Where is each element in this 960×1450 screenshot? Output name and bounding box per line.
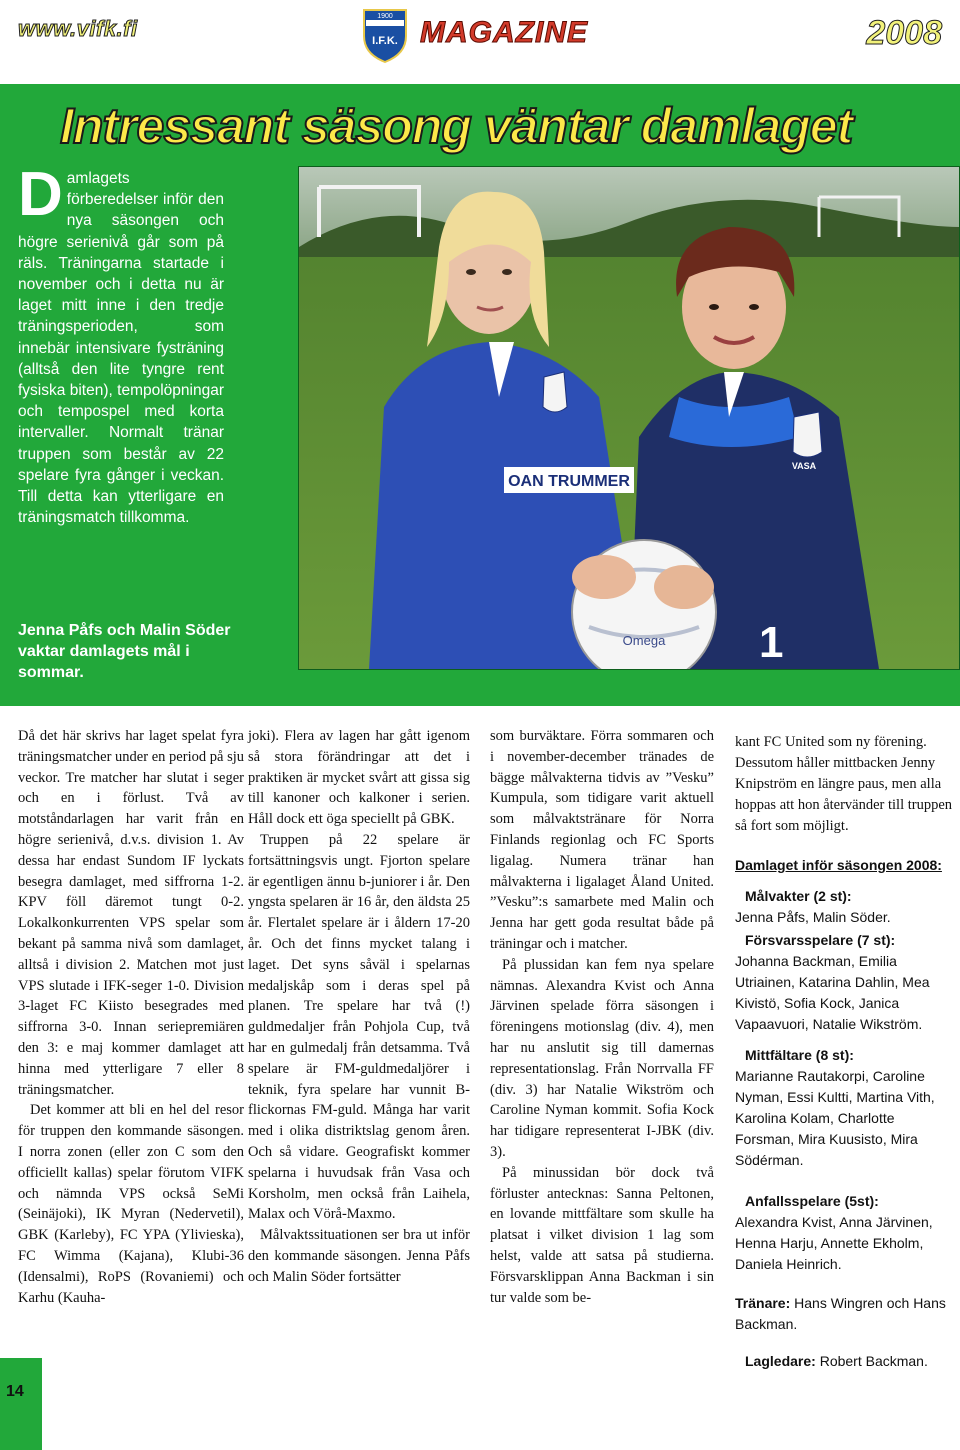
article-column-1 xyxy=(18,726,244,1308)
svg-text:1900: 1900 xyxy=(377,13,393,20)
paragraph: som burväktare. Förra sommaren och i november-december tränades de bägge målvakterna tidvis av ”Vesku” Kumpula, som tidigare varit aktuell som målvaktstränare för Norra Finlands regionlag och FC Sports ligalag. Numera tränar han målvakterna i ligalaget Åland United. ”Vesku”:s samarbete med Malin och Jenna har gett goda resultat både på träningar och i matcher. xyxy=(490,728,714,952)
paragraph: Då det här skrivs har laget spelat fyra träningsmatcher under en period på sju veckor. Tre matcher har slutat i seger och en i förlust. Två av motståndarlagen har varit från en högre serienivå, d.v.s. division 1. Av dessa har endast Sundom IF lyckats besegra damlaget, med siffrorna 1-2. KPV föll däremot tungt 0-2. Lokalkonkurrenten VPS spelar som bekant på samma nivå som damlaget, alltså i division 2. Matchen mot just VPS slutade i IFK-seger 1-0. Division 3-laget FC Kiisto besegrades med siffrorna 3-0. Innan seriepremiären den 3: e maj kommer damlaget att hinna med ytterligare 7 eller 8 träningsmatcher. xyxy=(18,728,244,1098)
paragraph: Målvaktssituationen ser bra ut inför den kommande säsongen. Jenna Påfs och Malin Söder fortsätter xyxy=(248,1227,470,1285)
group-title: Mittfältare (8 st): xyxy=(745,1047,854,1063)
page-header xyxy=(0,0,960,68)
paragraph: På minussidan bör dock två förluster antecknas: Sanna Peltonen, en lovande mittfältare som skulle ha platsat i vilket division 1 lag som helst, valde att satsa på studierna. Försvarsklippan Anna Backman i sin tur valde som be- xyxy=(490,1164,714,1306)
group-title: Försvarsspelare (7 st): xyxy=(745,932,896,948)
group-names: Jenna Påfs, Malin Söder. xyxy=(735,909,891,925)
svg-text:VASA: VASA xyxy=(791,461,817,471)
manager-label: Lagledare: xyxy=(745,1353,816,1369)
squad-group-goalkeepers xyxy=(735,886,957,928)
manager-name: Robert Backman. xyxy=(819,1353,928,1369)
paragraph: Truppen på 22 spelare är fortsättningsvis ungt. Fjorton spelare är egentligen ännu b-juniorer i år. Den yngsta spelaren är 16 år, den äldsta 25 år. Flertalet spelare är i åldern 17-20 år. Och det finns mycket talang i laget. Det syns såväl i spelarnas medaljskåp som i deras spel på planen. Tre spelare har två (!) guldmedaljer från Pohjola Cup, två har en gulmedalj från detsamma. Två spelare är FM-guldmedaljörer i teknik, fyra spelare har vunnit B-flickornas FM-guld. Många har varit med i olika distriktslag genom åren. Och så vidare. Geografiskt kommer spelarna i huvudsak från Vasa och Korsholm, men också från Laihela, Malax och Vörå-Maxmo. xyxy=(248,831,470,1223)
group-names: Alexandra Kvist, Anna Järvinen, Henna Harju, Annette Ekholm, Daniela Heinrich. xyxy=(735,1214,933,1272)
article-column-2 xyxy=(248,726,470,1288)
svg-text:Omega: Omega xyxy=(622,633,666,648)
paragraph: joki). Flera av lagen har gått igenom så stora förändringar att det i praktiken är mycket svårt att gissa sig till kanoner och kalkoner i serien. Håll dock ett öga speciellt på GBK. xyxy=(248,728,470,828)
svg-text:I.F.K.: I.F.K. xyxy=(372,35,398,47)
paragraph: Det kommer att bli en hel del resor för truppen den kommande säsongen. I norra zonen (eller zon C som den officiellt kallas) spelar förutom VIFK och nämnda VPS också SeMi (Seinäjoki), IK Myran (Nedervetil), GBK (Karleby), FC YPA (Ylivieska), FC Wimma (Kajana), Klubi-36 (Idensalmi), RoPS (Rovaniemi) och Karhu (Kauha- xyxy=(18,1102,244,1306)
club-crest-logo xyxy=(356,6,414,64)
group-names: Marianne Rautakorpi, Caroline Nyman, Essi Kultti, Martina Vith, Karolina Kolam, Charlotte Forsman, Mira Kuusisto, Mira Södérman. xyxy=(735,1068,935,1168)
coach-line xyxy=(735,1293,957,1335)
magazine-title: MAGAZINE xyxy=(420,16,588,49)
page-number-box xyxy=(0,1358,42,1450)
squad-heading: Damlaget inför säsongen 2008: xyxy=(735,857,942,873)
svg-text:1: 1 xyxy=(759,618,784,667)
intro-text: amlagets förberedelser inför den nya säsongen och högre serienivå går som på räls. Träningarna startade i november och i detta nu är laget mitt inne i den tredje träningsperioden, som innebär intensivare fysträning (alltså den lite tyngre rent fysiska biten), tempolöpningar och tempospel med korta intervaller. Normalt tränar truppen som består av 22 spelare fyra gånger i veckan. Till detta kan ytterligare en träningsmatch tillkomma. xyxy=(18,170,224,527)
group-names: Johanna Backman, Emilia Utriainen, Katarina Dahlin, Mea Kivistö, Sofia Kock, Janica Vapaavuori, Natalie Wikström. xyxy=(735,953,930,1032)
team-photo xyxy=(298,166,960,670)
squad-group-defenders xyxy=(735,930,957,1035)
squad-group-forwards xyxy=(735,1191,957,1275)
website-url[interactable]: www.vifk.fi xyxy=(18,16,138,41)
group-title: Anfallsspelare (5st): xyxy=(745,1193,879,1209)
drop-cap: D xyxy=(18,160,63,229)
page-number: 14 xyxy=(6,1383,24,1400)
svg-text:OAN TRUMMER: OAN TRUMMER xyxy=(508,473,630,490)
manager-line xyxy=(735,1351,957,1372)
article-column-3 xyxy=(490,726,714,1308)
sidebar-lead-text: kant FC United som ny förening. Dessutom håller mittbacken Jenny Knipström en längre paus, men alla hoppas att hon återvänder till truppen så fort som möjligt. xyxy=(735,734,953,834)
group-title: Målvakter (2 st): xyxy=(745,888,852,904)
photo-caption: Jenna Påfs och Malin Söder vaktar damlagets mål i sommar. xyxy=(18,622,231,681)
article-headline: Intressant säsong väntar damlaget xyxy=(60,98,853,154)
coach-names: Hans Wingren och Hans Backman. xyxy=(735,1295,946,1332)
coach-label: Tränare: xyxy=(735,1295,791,1311)
squad-group-midfielders xyxy=(735,1045,957,1171)
article-intro xyxy=(18,160,224,528)
issue-year: 2008 xyxy=(866,14,942,52)
paragraph: På plussidan kan fem nya spelare nämnas. Alexandra Kvist och Anna Järvinen spelade förra säsongen i föreningens motionslag (div. 4), men har nu anslutit sig till damernas representationslag. Från Norrvalla FF (div. 3) har Natalie Wikström och Caroline Nyman kommit. Sofia Kock har tidigare representerat I-JBK (div. 3). xyxy=(490,956,714,1160)
squad-sidebar xyxy=(735,732,957,1372)
